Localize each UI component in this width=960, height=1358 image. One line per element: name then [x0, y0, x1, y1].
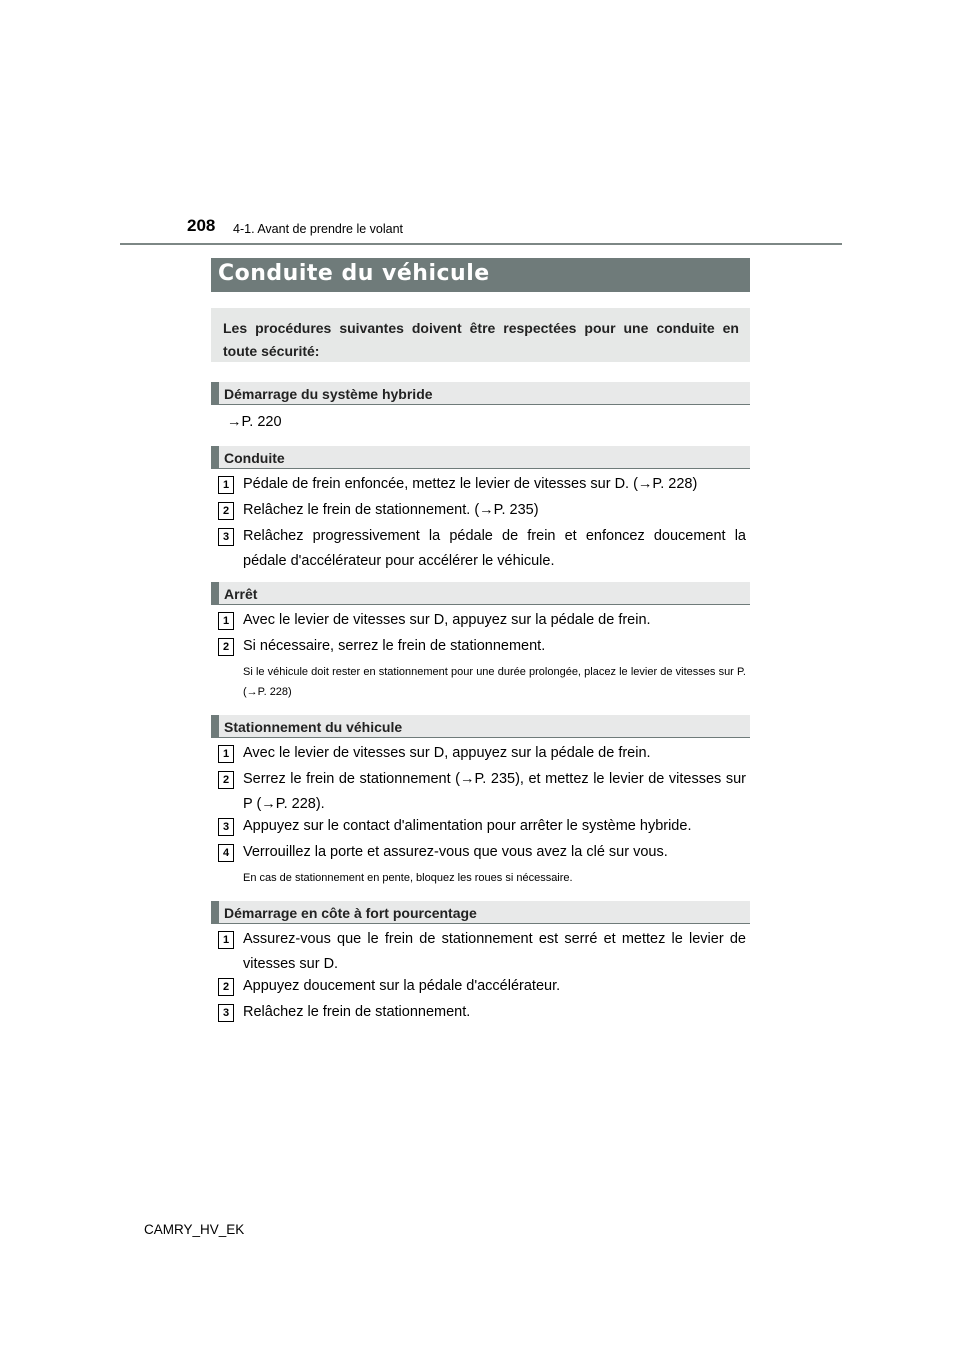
intro-text: Les procédures suivantes doivent être respectées pour une conduite en toute sécurité: — [223, 320, 739, 359]
step-number: 2 — [218, 771, 234, 789]
page-title-bar — [211, 258, 750, 292]
section-heading-hybrid-start — [211, 382, 750, 405]
step-number: 1 — [218, 745, 234, 763]
step-text: Pédale de frein enfoncée, mettez le levier de vitesses sur D. (→P. 228) — [243, 476, 698, 492]
step-number: 2 — [218, 978, 234, 996]
step-text: Si nécessaire, serrez le frein de stationnement. — [243, 638, 546, 654]
step-number: 1 — [218, 931, 234, 949]
step-text: Avec le levier de vitesses sur D, appuyez sur la pédale de frein. — [243, 745, 651, 761]
step-number: 3 — [218, 818, 234, 836]
section-heading-text: Démarrage du système hybride — [224, 386, 433, 402]
section-marker — [211, 582, 219, 604]
section-marker — [211, 901, 219, 923]
section-heading-text: Stationnement du véhicule — [224, 719, 403, 735]
page-title: Conduite du véhicule — [218, 261, 490, 286]
header-divider — [120, 243, 842, 245]
section-heading-hill-start — [211, 901, 750, 924]
note-text: En cas de stationnement en pente, bloquez les roues si nécessaire. — [243, 872, 573, 884]
document-code: CAMRY_HV_EK — [144, 1222, 245, 1237]
section-heading-text: Arrêt — [224, 586, 258, 602]
step-number: 3 — [218, 1004, 234, 1022]
step-number: 4 — [218, 844, 234, 862]
step-text: Relâchez le frein de stationnement. — [243, 1004, 471, 1020]
section-heading-text: Conduite — [224, 450, 285, 466]
step-text: Avec le levier de vitesses sur D, appuyez sur la pédale de frein. — [243, 612, 651, 628]
step-number: 2 — [218, 502, 234, 520]
section-heading-driving — [211, 446, 750, 469]
step-text: Verrouillez la porte et assurez-vous que vous avez la clé sur vous. — [243, 844, 668, 860]
section-marker — [211, 446, 219, 468]
step-number: 2 — [218, 638, 234, 656]
step-text: Appuyez sur le contact d'alimentation pour arrêter le système hybride. — [243, 818, 692, 834]
note-text: Si le véhicule doit rester en stationnement pour une durée prolongée, placez le levier de vitesses sur P. (→P. 228) — [243, 666, 746, 698]
intro-box — [211, 308, 750, 362]
step-number: 3 — [218, 528, 234, 546]
page-reference: →P. 220 — [227, 414, 282, 430]
section-heading-stopping — [211, 582, 750, 605]
step-text: Relâchez progressivement la pédale de frein et enfoncez doucement la pédale d'accélérateur pour accélérer le véhicule. — [243, 528, 746, 569]
step-number: 1 — [218, 476, 234, 494]
section-heading-parking — [211, 715, 750, 738]
section-heading-text: Démarrage en côte à fort pourcentage — [224, 905, 477, 921]
breadcrumb: 4-1. Avant de prendre le volant — [233, 222, 404, 236]
page-number: 208 — [187, 216, 216, 235]
section-marker — [211, 382, 219, 404]
section-marker — [211, 715, 219, 737]
step-text: Relâchez le frein de stationnement. (→P. 235) — [243, 502, 539, 518]
step-text: Appuyez doucement sur la pédale d'accélérateur. — [243, 978, 561, 994]
step-text: Assurez-vous que le frein de stationnement est serré et mettez le levier de vitesses sur D. — [243, 931, 746, 972]
step-number: 1 — [218, 612, 234, 630]
step-text: Serrez le frein de stationnement (→P. 235), et mettez le levier de vitesses sur P (→P. 228). — [243, 771, 746, 812]
